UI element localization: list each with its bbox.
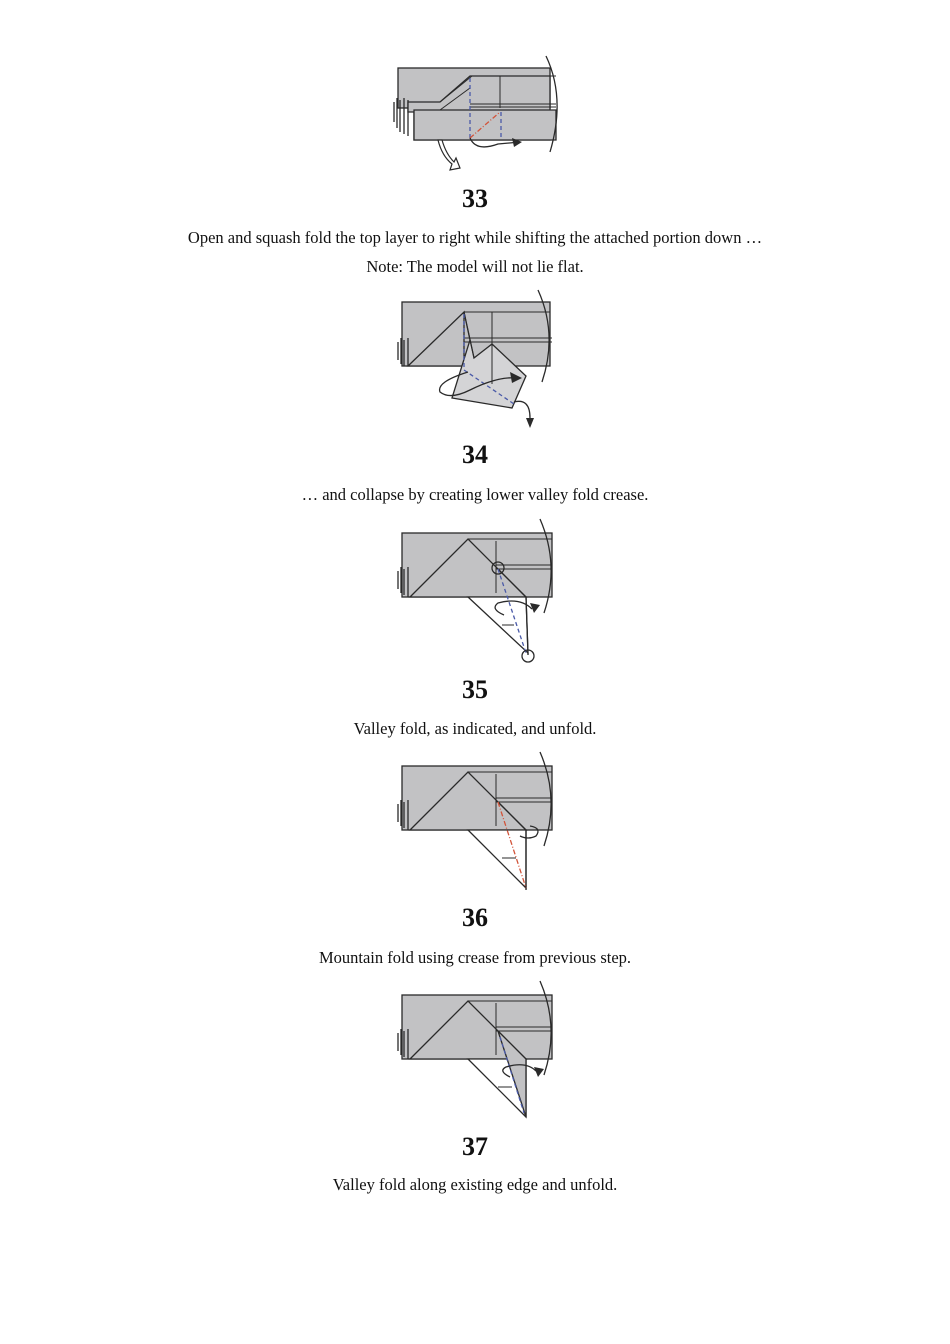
step-35-hanging-flap xyxy=(468,597,528,653)
step-37-illustration xyxy=(380,975,570,1125)
step-35-diagram xyxy=(380,513,570,668)
step-34-down-arrow xyxy=(514,401,530,418)
step-36-caption: Mountain fold using crease from previous step. xyxy=(318,948,632,967)
step-33-diagram xyxy=(380,52,570,177)
step-35-illustration xyxy=(380,513,570,668)
step-33-caption-line-1: Open and squash fold the top layer to right while shifting the attached portion down … xyxy=(187,228,763,247)
step-34-illustration xyxy=(380,286,570,431)
step-37-number: 37 xyxy=(462,1132,488,1161)
step-36-diagram xyxy=(380,746,570,896)
step-34-diagram xyxy=(380,286,570,431)
step-33-illustration xyxy=(380,52,570,177)
step-33-lower-band xyxy=(414,110,556,140)
step-34-number: 34 xyxy=(462,440,488,469)
step-33-push-arrow xyxy=(438,140,460,170)
step-35-number: 35 xyxy=(462,675,488,704)
step-33-number: 33 xyxy=(462,184,488,213)
step-37-arrowhead xyxy=(534,1067,544,1077)
step-34-down-arrowhead xyxy=(526,418,534,428)
step-36-hanging-flap xyxy=(468,830,526,888)
step-37-diagram xyxy=(380,975,570,1125)
step-37-caption: Valley fold along existing edge and unfold. xyxy=(332,1175,618,1194)
step-33-caption-line-2: Note: The model will not lie flat. xyxy=(366,257,584,276)
step-36-illustration xyxy=(380,746,570,896)
step-35-caption: Valley fold, as indicated, and unfold. xyxy=(353,719,597,738)
step-36-number: 36 xyxy=(462,903,488,932)
step-34-caption: … and collapse by creating lower valley fold crease. xyxy=(301,485,649,504)
